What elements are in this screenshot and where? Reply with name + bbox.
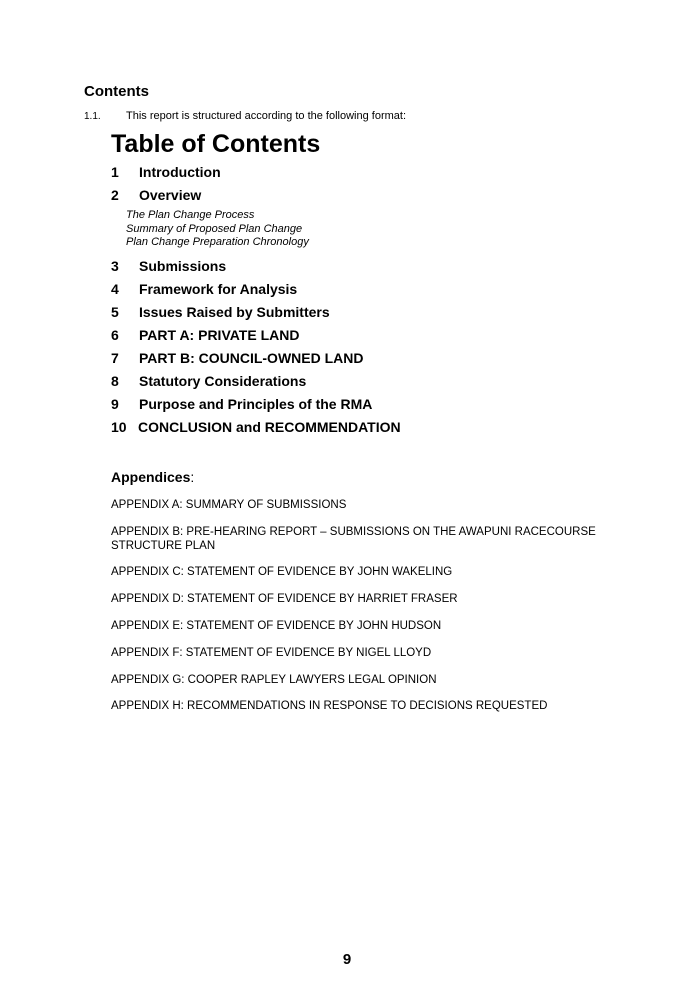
toc-item-label: Overview bbox=[139, 187, 202, 203]
intro-paragraph bbox=[84, 109, 406, 124]
toc-title: Table of Contents bbox=[111, 130, 321, 158]
toc-item-number: 10 bbox=[111, 419, 127, 435]
toc-item bbox=[111, 303, 330, 321]
toc-item-label: Submissions bbox=[139, 258, 227, 274]
appendix-item: APPENDIX E: STATEMENT OF EVIDENCE BY JOHN HUDSON bbox=[111, 620, 442, 632]
overview-subitems bbox=[126, 209, 309, 250]
toc-item bbox=[111, 186, 201, 204]
toc-item-number: 1 bbox=[111, 164, 119, 180]
toc-item-number: 9 bbox=[111, 396, 119, 412]
toc-subitem: Summary of Proposed Plan Change bbox=[126, 222, 303, 235]
toc-item-number: 6 bbox=[111, 327, 119, 343]
appendix-item: APPENDIX B: PRE-HEARING REPORT – SUBMISSIONS ON THE AWAPUNI RACECOURSE STRUCTURE PLAN bbox=[111, 526, 596, 552]
toc-item-label: PART B: COUNCIL-OWNED LAND bbox=[139, 350, 364, 366]
toc-item bbox=[111, 326, 299, 344]
toc-item-label: Statutory Considerations bbox=[139, 373, 307, 389]
paragraph-text: This report is structured according to the following format: bbox=[126, 110, 407, 122]
paragraph-number: 1.1. bbox=[84, 111, 101, 122]
toc-item bbox=[111, 372, 306, 390]
section-heading: Contents bbox=[84, 83, 149, 100]
appendix-item: APPENDIX G: COOPER RAPLEY LAWYERS LEGAL OPINION bbox=[111, 674, 437, 686]
toc-item bbox=[111, 418, 401, 436]
toc-item-number: 2 bbox=[111, 187, 119, 203]
toc-item-number: 5 bbox=[111, 304, 119, 320]
toc-item bbox=[111, 349, 364, 367]
toc-item bbox=[111, 257, 226, 275]
toc-item-number: 4 bbox=[111, 281, 119, 297]
toc-item-label: PART A: PRIVATE LAND bbox=[139, 327, 300, 343]
toc-item bbox=[111, 280, 297, 298]
toc-item-number: 3 bbox=[111, 258, 119, 274]
appendix-item: APPENDIX H: RECOMMENDATIONS IN RESPONSE TO DECISIONS REQUESTED bbox=[111, 700, 548, 712]
toc-item-label: Framework for Analysis bbox=[139, 281, 298, 297]
appendix-item: APPENDIX D: STATEMENT OF EVIDENCE BY HARRIET FRASER bbox=[111, 593, 458, 605]
appendices-heading-colon: : bbox=[190, 469, 195, 485]
toc-item-number: 7 bbox=[111, 350, 119, 366]
toc-item-label: Issues Raised by Submitters bbox=[139, 304, 330, 320]
appendices-heading-text: Appendices bbox=[111, 469, 191, 485]
toc-subitem: The Plan Change Process bbox=[126, 209, 255, 221]
toc-item-number: 8 bbox=[111, 373, 119, 389]
toc-item-label: CONCLUSION and RECOMMENDATION bbox=[138, 419, 401, 435]
page-number: 9 bbox=[342, 951, 352, 968]
toc-item bbox=[111, 395, 372, 413]
toc-subitem: Plan Change Preparation Chronology bbox=[126, 236, 309, 248]
appendix-item: APPENDIX A: SUMMARY OF SUBMISSIONS bbox=[111, 499, 347, 511]
appendix-item: APPENDIX C: STATEMENT OF EVIDENCE BY JOHN WAKELING bbox=[111, 566, 453, 578]
toc-item bbox=[111, 163, 221, 181]
toc-item-label: Introduction bbox=[139, 164, 221, 180]
appendix-item: APPENDIX F: STATEMENT OF EVIDENCE BY NIGEL LLOYD bbox=[111, 647, 432, 659]
appendices-heading bbox=[111, 468, 194, 486]
toc-item-label: Purpose and Principles of the RMA bbox=[139, 396, 373, 412]
